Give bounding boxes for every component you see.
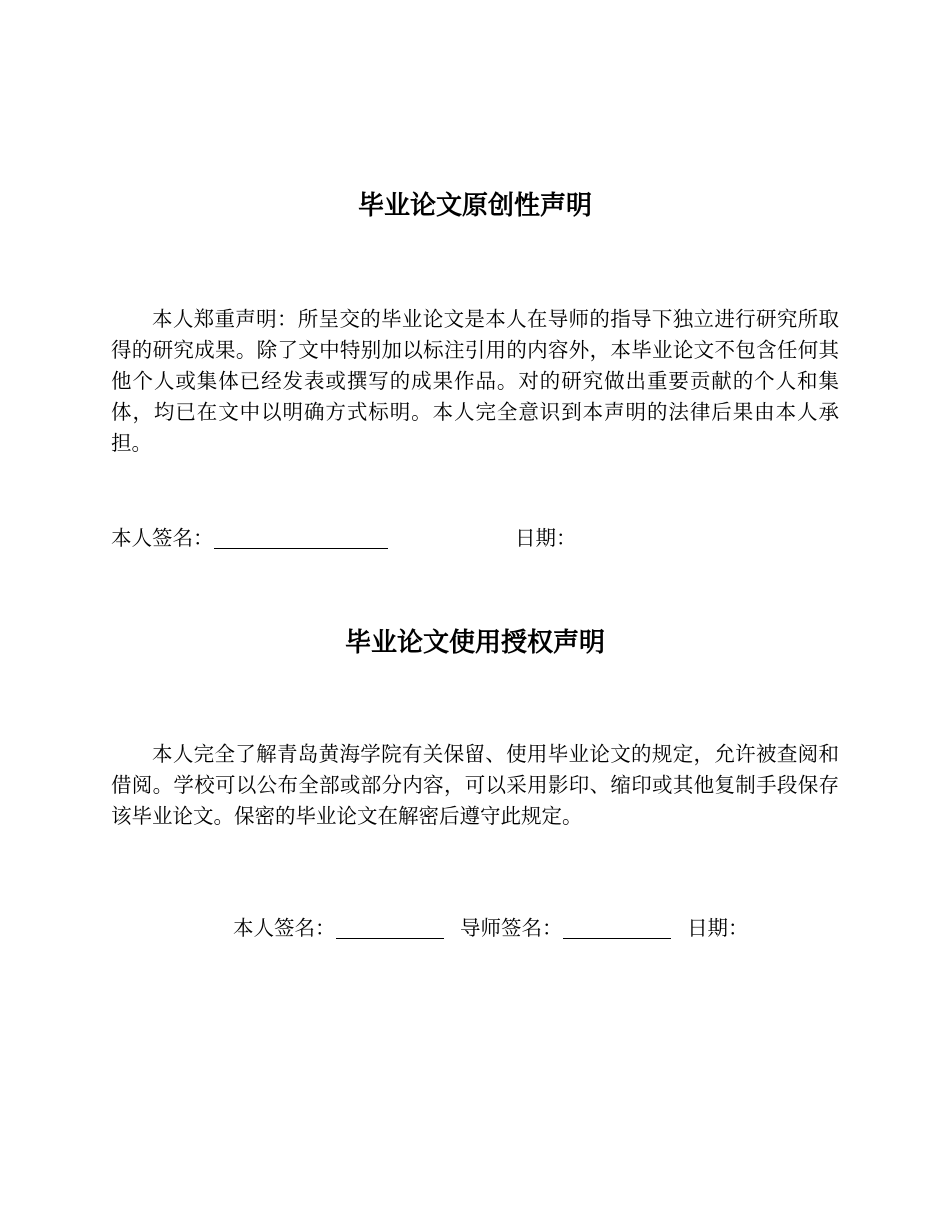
advisor-signature-blank-line[interactable] — [563, 916, 671, 939]
advisor-signature-label: 导师签名： — [460, 916, 563, 940]
authorization-signature-row — [233, 914, 749, 942]
originality-signature-row — [111, 524, 388, 552]
signature-blank-line[interactable] — [214, 526, 388, 549]
date-label: 日期： — [687, 916, 749, 940]
signature-label: 本人签名： — [233, 916, 336, 940]
authorization-title: 毕业论文使用授权声明 — [344, 628, 605, 658]
date-label: 日期： — [515, 526, 577, 550]
originality-date-row — [515, 524, 577, 552]
signature-label: 本人签名： — [111, 526, 214, 550]
originality-title: 毕业论文原创性声明 — [357, 191, 592, 221]
originality-body: 本人郑重声明：所呈交的毕业论文是本人在导师的指导下独立进行研究所取得的研究成果。除了文中特别加以标注引用的内容外，本毕业论文不包含任何其他个人或集体已经发表或撰写的成果作品。对的研究做出重要贡献的个人和集体，均已在文中以明确方式标明。本人完全意识到本声明的法律后果由本人承担。 — [111, 307, 839, 455]
authorization-body: 本人完全了解青岛黄海学院有关保留、使用毕业论文的规定，允许被查阅和借阅。学校可以公布全部或部分内容，可以采用影印、缩印或其他复制手段保存该毕业论文。保密的毕业论文在解密后遵守此规定。 — [111, 742, 839, 828]
signature-blank-line[interactable] — [336, 916, 444, 939]
